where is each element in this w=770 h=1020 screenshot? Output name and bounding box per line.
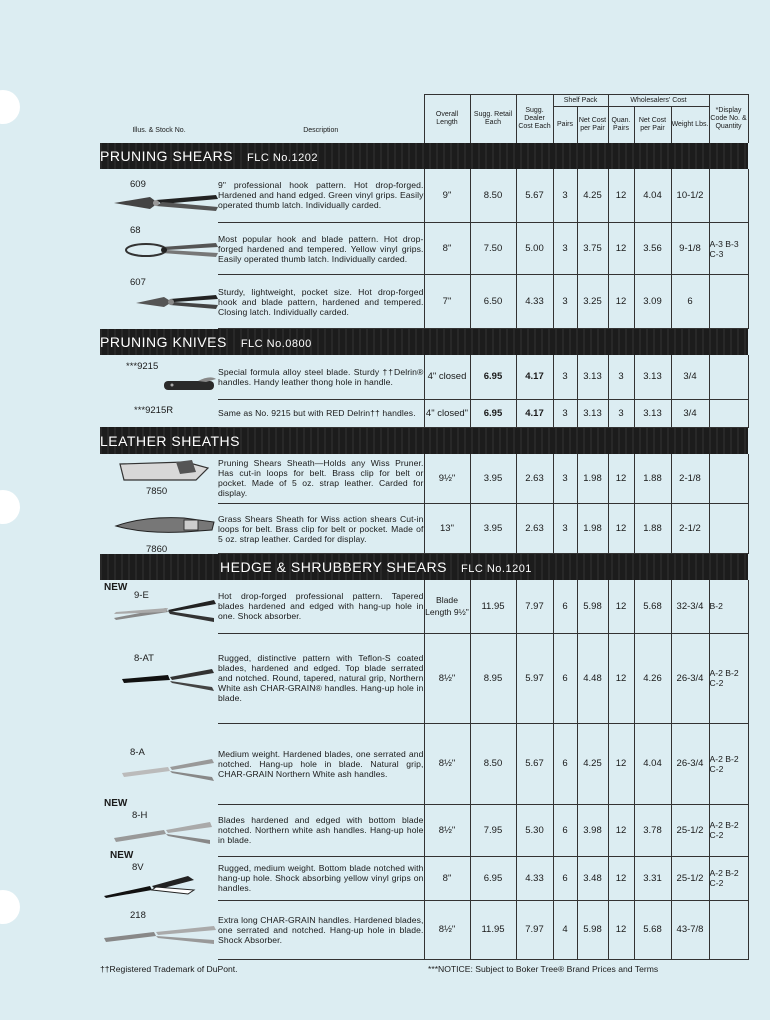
section-pruning-knives xyxy=(100,329,748,356)
dealer-cost: 5.97 xyxy=(516,633,553,723)
wholesale-quantity: 12 xyxy=(608,504,634,554)
wholesale-net-cost: 3.09 xyxy=(634,275,671,329)
display-code: B-2 xyxy=(709,580,748,633)
dealer-cost: 5.00 xyxy=(516,223,553,275)
pruning-shears-illustration xyxy=(134,289,220,313)
wholesale-net-cost: 3.13 xyxy=(634,399,671,427)
stock-number: 218 xyxy=(130,910,146,921)
dealer-cost: 4.17 xyxy=(516,399,553,427)
product-row xyxy=(100,723,748,804)
product-description: Grass Shears Sheath for Wiss action shears Cut-in loops for belt. Brass clip for belt or pocket. Made of 5 oz. strap leather. Carded for display. xyxy=(218,504,424,554)
wholesale-quantity: 12 xyxy=(608,223,634,275)
shelf-pairs: 3 xyxy=(553,169,577,223)
weight: 6 xyxy=(671,275,709,329)
product-row xyxy=(100,169,748,223)
overall-length: 4" closed xyxy=(424,355,470,399)
wholesale-net-cost: 4.26 xyxy=(634,633,671,723)
col-shelf-pack: Shelf Pack xyxy=(553,95,608,107)
display-code xyxy=(709,399,748,427)
shelf-net-cost: 5.98 xyxy=(577,900,608,959)
illustration-cell xyxy=(100,454,218,504)
display-code xyxy=(709,275,748,329)
overall-length: 8½" xyxy=(424,804,470,856)
illustration-cell xyxy=(100,633,218,723)
shelf-pairs: 6 xyxy=(553,804,577,856)
display-code xyxy=(709,900,748,959)
display-code xyxy=(709,504,748,554)
weight: 9-1/8 xyxy=(671,223,709,275)
product-description: Special formula alloy steel blade. Sturdy ††Delrin® handles. Handy leather thong hole in handle. xyxy=(218,355,424,399)
retail-price: 6.95 xyxy=(470,355,516,399)
shelf-pairs: 6 xyxy=(553,580,577,633)
weight: 32-3/4 xyxy=(671,580,709,633)
illustration-cell xyxy=(100,850,218,900)
stock-number: 8-AT xyxy=(134,653,154,664)
illustration-cell xyxy=(100,504,218,554)
overall-length: 13" xyxy=(424,504,470,554)
wholesale-quantity: 3 xyxy=(608,399,634,427)
col-wh-net: Net Cost per Pair xyxy=(634,107,671,143)
illustration-cell xyxy=(100,580,218,633)
product-description: 9" professional hook pattern. Hot drop-forged. Hardened and hand edged. Green vinyl grips. Easily operated thumb latch. Individually carded. xyxy=(218,169,424,223)
weight: 25-1/2 xyxy=(671,856,709,900)
hedge-shears-illustration xyxy=(110,820,214,846)
product-description: Same as No. 9215 but with RED Delrin†† handles. xyxy=(218,399,424,427)
wholesale-quantity: 12 xyxy=(608,856,634,900)
col-shelf-pairs: Pairs xyxy=(553,107,577,143)
display-code: A-2 B-2 C-2 xyxy=(709,633,748,723)
stock-number: ***9215 xyxy=(126,361,159,372)
shelf-pairs: 3 xyxy=(553,399,577,427)
wholesale-net-cost: 1.88 xyxy=(634,504,671,554)
pruning-shears-illustration xyxy=(112,191,220,215)
new-badge: NEW xyxy=(104,582,128,593)
product-description: Rugged, distinctive pattern with Teflon-S coated blades, hardened and edged. Top blade serrated and notched. Round, tapered, natural grip, Northern White ash CHAR-GRAIN® handles. Hang-up hole in blade. xyxy=(218,633,424,723)
retail-price: 11.95 xyxy=(470,900,516,959)
overall-length: 9" xyxy=(424,169,470,223)
product-row xyxy=(100,223,748,275)
wholesale-quantity: 12 xyxy=(608,169,634,223)
overall-length: 8" xyxy=(424,223,470,275)
hedge-shears-illustration xyxy=(118,667,216,693)
wholesale-net-cost: 3.31 xyxy=(634,856,671,900)
weight: 3/4 xyxy=(671,355,709,399)
col-dealer: Sugg. Dealer Cost Each xyxy=(516,95,553,143)
stock-number: 8V xyxy=(132,862,144,873)
product-description: Pruning Shears Sheath—Holds any Wiss Pruner. Has cut-in loops for belt. Brass clip for belt or pocket. Made of 5 oz. strap leather. Carded for display. xyxy=(218,454,424,504)
retail-price: 8.50 xyxy=(470,723,516,804)
illustration-cell xyxy=(100,275,218,329)
shelf-net-cost: 3.98 xyxy=(577,804,608,856)
new-badge: NEW xyxy=(104,798,128,809)
wholesale-net-cost: 3.56 xyxy=(634,223,671,275)
dealer-cost: 5.30 xyxy=(516,804,553,856)
hedge-shears-illustration xyxy=(102,872,198,900)
product-row xyxy=(100,355,748,399)
retail-price: 8.95 xyxy=(470,633,516,723)
shelf-pairs: 3 xyxy=(553,275,577,329)
display-code xyxy=(709,454,748,504)
shelf-net-cost: 3.13 xyxy=(577,355,608,399)
shelf-net-cost: 1.98 xyxy=(577,504,608,554)
product-row xyxy=(100,900,748,959)
shelf-net-cost: 5.98 xyxy=(577,580,608,633)
weight: 3/4 xyxy=(671,399,709,427)
product-row xyxy=(100,399,748,427)
illustration-cell xyxy=(100,399,218,427)
wholesale-quantity: 12 xyxy=(608,633,634,723)
footer-notice: ***NOTICE: Subject to Boker Tree® Brand Prices and Terms xyxy=(428,964,659,974)
stock-number: 8-H xyxy=(132,810,148,821)
col-wh-quan: Quan. Pairs xyxy=(608,107,634,143)
stock-number: 8-A xyxy=(130,747,145,758)
weight: 2-1/2 xyxy=(671,504,709,554)
stock-number: 7850 xyxy=(146,485,168,497)
wholesale-net-cost: 5.68 xyxy=(634,580,671,633)
wholesale-quantity: 3 xyxy=(608,355,634,399)
shelf-net-cost: 4.48 xyxy=(577,633,608,723)
product-row xyxy=(100,856,748,900)
shelf-pairs: 6 xyxy=(553,723,577,804)
binder-hole-bottom xyxy=(0,890,20,924)
retail-price: 11.95 xyxy=(470,580,516,633)
overall-length: 8" xyxy=(424,856,470,900)
wholesale-net-cost: 5.68 xyxy=(634,900,671,959)
product-row xyxy=(100,804,748,856)
shelf-net-cost: 4.25 xyxy=(577,169,608,223)
leather-sheath-illustration xyxy=(114,512,218,538)
display-code xyxy=(709,355,748,399)
shelf-pairs: 3 xyxy=(553,504,577,554)
retail-price: 6.95 xyxy=(470,399,516,427)
dealer-cost: 7.97 xyxy=(516,900,553,959)
wholesale-net-cost: 4.04 xyxy=(634,169,671,223)
wholesale-quantity: 12 xyxy=(608,900,634,959)
new-badge: NEW xyxy=(110,850,134,861)
col-wholesalers-cost: Wholesalers' Cost xyxy=(608,95,709,107)
display-code: A-2 B-2 C-2 xyxy=(709,723,748,804)
section-title: PRUNING SHEARS xyxy=(100,147,234,164)
overall-length: 4" closed" xyxy=(424,399,470,427)
stock-number: 9-E xyxy=(134,590,149,601)
stock-number: 607 xyxy=(130,276,146,288)
stock-number: 68 xyxy=(130,224,141,236)
retail-price: 8.50 xyxy=(470,169,516,223)
binder-hole-top xyxy=(0,90,20,124)
illustration-cell xyxy=(100,798,218,856)
pruning-shears-illustration xyxy=(122,237,220,263)
shelf-net-cost: 3.13 xyxy=(577,399,608,427)
wholesale-quantity: 12 xyxy=(608,275,634,329)
dealer-cost: 4.33 xyxy=(516,856,553,900)
shelf-pairs: 3 xyxy=(553,355,577,399)
product-row xyxy=(100,504,748,554)
retail-price: 7.95 xyxy=(470,804,516,856)
illustration-cell xyxy=(100,169,218,223)
weight: 43-7/8 xyxy=(671,900,709,959)
dealer-cost: 4.17 xyxy=(516,355,553,399)
section-hedge-shears xyxy=(100,554,748,581)
dealer-cost: 2.63 xyxy=(516,504,553,554)
footer-trademark-note: ††Registered Trademark of DuPont. xyxy=(100,964,238,974)
section-pruning-shears xyxy=(100,143,748,169)
shelf-net-cost: 3.48 xyxy=(577,856,608,900)
shelf-pairs: 3 xyxy=(553,223,577,275)
overall-length: 7" xyxy=(424,275,470,329)
col-shelf-net: Net Cost per Pair xyxy=(577,107,608,143)
retail-price: 6.95 xyxy=(470,856,516,900)
stock-number: ***9215R xyxy=(134,405,174,416)
dealer-cost: 4.33 xyxy=(516,275,553,329)
col-illus: Illus. & Stock No. xyxy=(132,126,186,134)
wholesale-quantity: 12 xyxy=(608,723,634,804)
hedge-shears-illustration xyxy=(110,598,218,624)
shelf-net-cost: 3.75 xyxy=(577,223,608,275)
illustration-cell xyxy=(100,223,218,275)
col-retail: Sugg. Retail Each xyxy=(470,95,516,143)
overall-length: 8½" xyxy=(424,633,470,723)
section-flc: FLC No.1201 xyxy=(461,563,532,575)
product-description: Medium weight. Hardened blades, one serrated and notched. Hang-up hole in blade. Natural grip, CHAR-GRAIN Northern White ash handles. xyxy=(218,723,424,804)
product-row xyxy=(100,633,748,723)
product-row xyxy=(100,580,748,633)
retail-price: 7.50 xyxy=(470,223,516,275)
weight: 2-1/8 xyxy=(671,454,709,504)
shelf-pairs: 3 xyxy=(553,454,577,504)
product-row xyxy=(100,275,748,329)
section-leather-sheaths xyxy=(100,427,748,454)
retail-price: 3.95 xyxy=(470,504,516,554)
pruning-knife-illustration xyxy=(162,373,218,393)
overall-length: 8½" xyxy=(424,900,470,959)
section-flc: FLC No.1202 xyxy=(247,151,318,164)
display-code: A-3 B-3 C-3 xyxy=(709,223,748,275)
wholesale-quantity: 12 xyxy=(608,804,634,856)
shelf-net-cost: 4.25 xyxy=(577,723,608,804)
shelf-net-cost: 3.25 xyxy=(577,275,608,329)
binder-hole-middle xyxy=(0,490,20,524)
overall-length: Blade Length 9½" xyxy=(424,580,470,633)
section-title: LEATHER SHEATHS xyxy=(100,432,241,449)
shelf-pairs: 6 xyxy=(553,856,577,900)
dealer-cost: 7.97 xyxy=(516,580,553,633)
illustration-cell xyxy=(100,355,218,399)
wholesale-net-cost: 3.78 xyxy=(634,804,671,856)
product-description: Blades hardened and edged with bottom blade notched. Northern white ash handles. Hang-up hole in blade. xyxy=(218,804,424,856)
stock-number: 7860 xyxy=(146,543,168,555)
weight: 25-1/2 xyxy=(671,804,709,856)
product-description: Hot drop-forged professional pattern. Tapered blades hardened and edged with hang-up hole in one. Shock absorber. xyxy=(218,580,424,633)
dealer-cost: 2.63 xyxy=(516,454,553,504)
shelf-net-cost: 1.98 xyxy=(577,454,608,504)
col-overall-length: Overall Length xyxy=(424,95,470,143)
retail-price: 6.50 xyxy=(470,275,516,329)
section-flc: FLC No.0800 xyxy=(240,338,312,350)
weight: 26-3/4 xyxy=(671,633,709,723)
overall-length: 9½" xyxy=(424,454,470,504)
stock-number: 609 xyxy=(130,178,146,190)
display-code: A-2 B-2 C-2 xyxy=(709,804,748,856)
display-code xyxy=(709,169,748,223)
hedge-shears-illustration xyxy=(118,757,216,783)
shelf-pairs: 6 xyxy=(553,633,577,723)
product-description: Sturdy, lightweight, pocket size. Hot drop-forged hook and blade pattern, hardened and tempered. Closing latch. Individually carded. xyxy=(218,275,424,329)
section-title: PRUNING KNIVES xyxy=(100,334,227,350)
illustration-cell xyxy=(100,723,218,804)
col-weight: Weight Lbs. xyxy=(671,107,709,143)
price-list-table xyxy=(100,94,749,960)
weight: 10-1/2 xyxy=(671,169,709,223)
product-description: Rugged, medium weight. Bottom blade notched with hang-up hole. Shock absorbing yellow vinyl grips on handles. xyxy=(218,856,424,900)
shelf-pairs: 4 xyxy=(553,900,577,959)
wholesale-quantity: 12 xyxy=(608,580,634,633)
illustration-cell xyxy=(100,900,218,959)
display-code: A-2 B-2 C-2 xyxy=(709,856,748,900)
dealer-cost: 5.67 xyxy=(516,169,553,223)
leather-sheath-illustration xyxy=(116,458,212,484)
product-row xyxy=(100,454,748,504)
wholesale-net-cost: 3.13 xyxy=(634,355,671,399)
dealer-cost: 5.67 xyxy=(516,723,553,804)
overall-length: 8½" xyxy=(424,723,470,804)
product-description: Most popular hook and blade pattern. Hot drop-forged hardened and tempered. Yellow vinyl grips. Easily operated thumb latch. Individually carded. xyxy=(218,223,424,275)
wholesale-net-cost: 4.04 xyxy=(634,723,671,804)
weight: 26-3/4 xyxy=(671,723,709,804)
wholesale-net-cost: 1.88 xyxy=(634,454,671,504)
section-title: HEDGE & SHRUBBERY SHEARS xyxy=(220,559,447,575)
col-display-code: *Display Code No. & Quantity xyxy=(709,95,748,143)
col-description: Description xyxy=(303,126,339,134)
retail-price: 3.95 xyxy=(470,454,516,504)
hedge-shears-illustration xyxy=(102,922,218,946)
wholesale-quantity: 12 xyxy=(608,454,634,504)
product-description: Extra long CHAR-GRAIN handles. Hardened blades, one serrated and notched. Hang-up hole in blade. Shock Absorber. xyxy=(218,900,424,959)
